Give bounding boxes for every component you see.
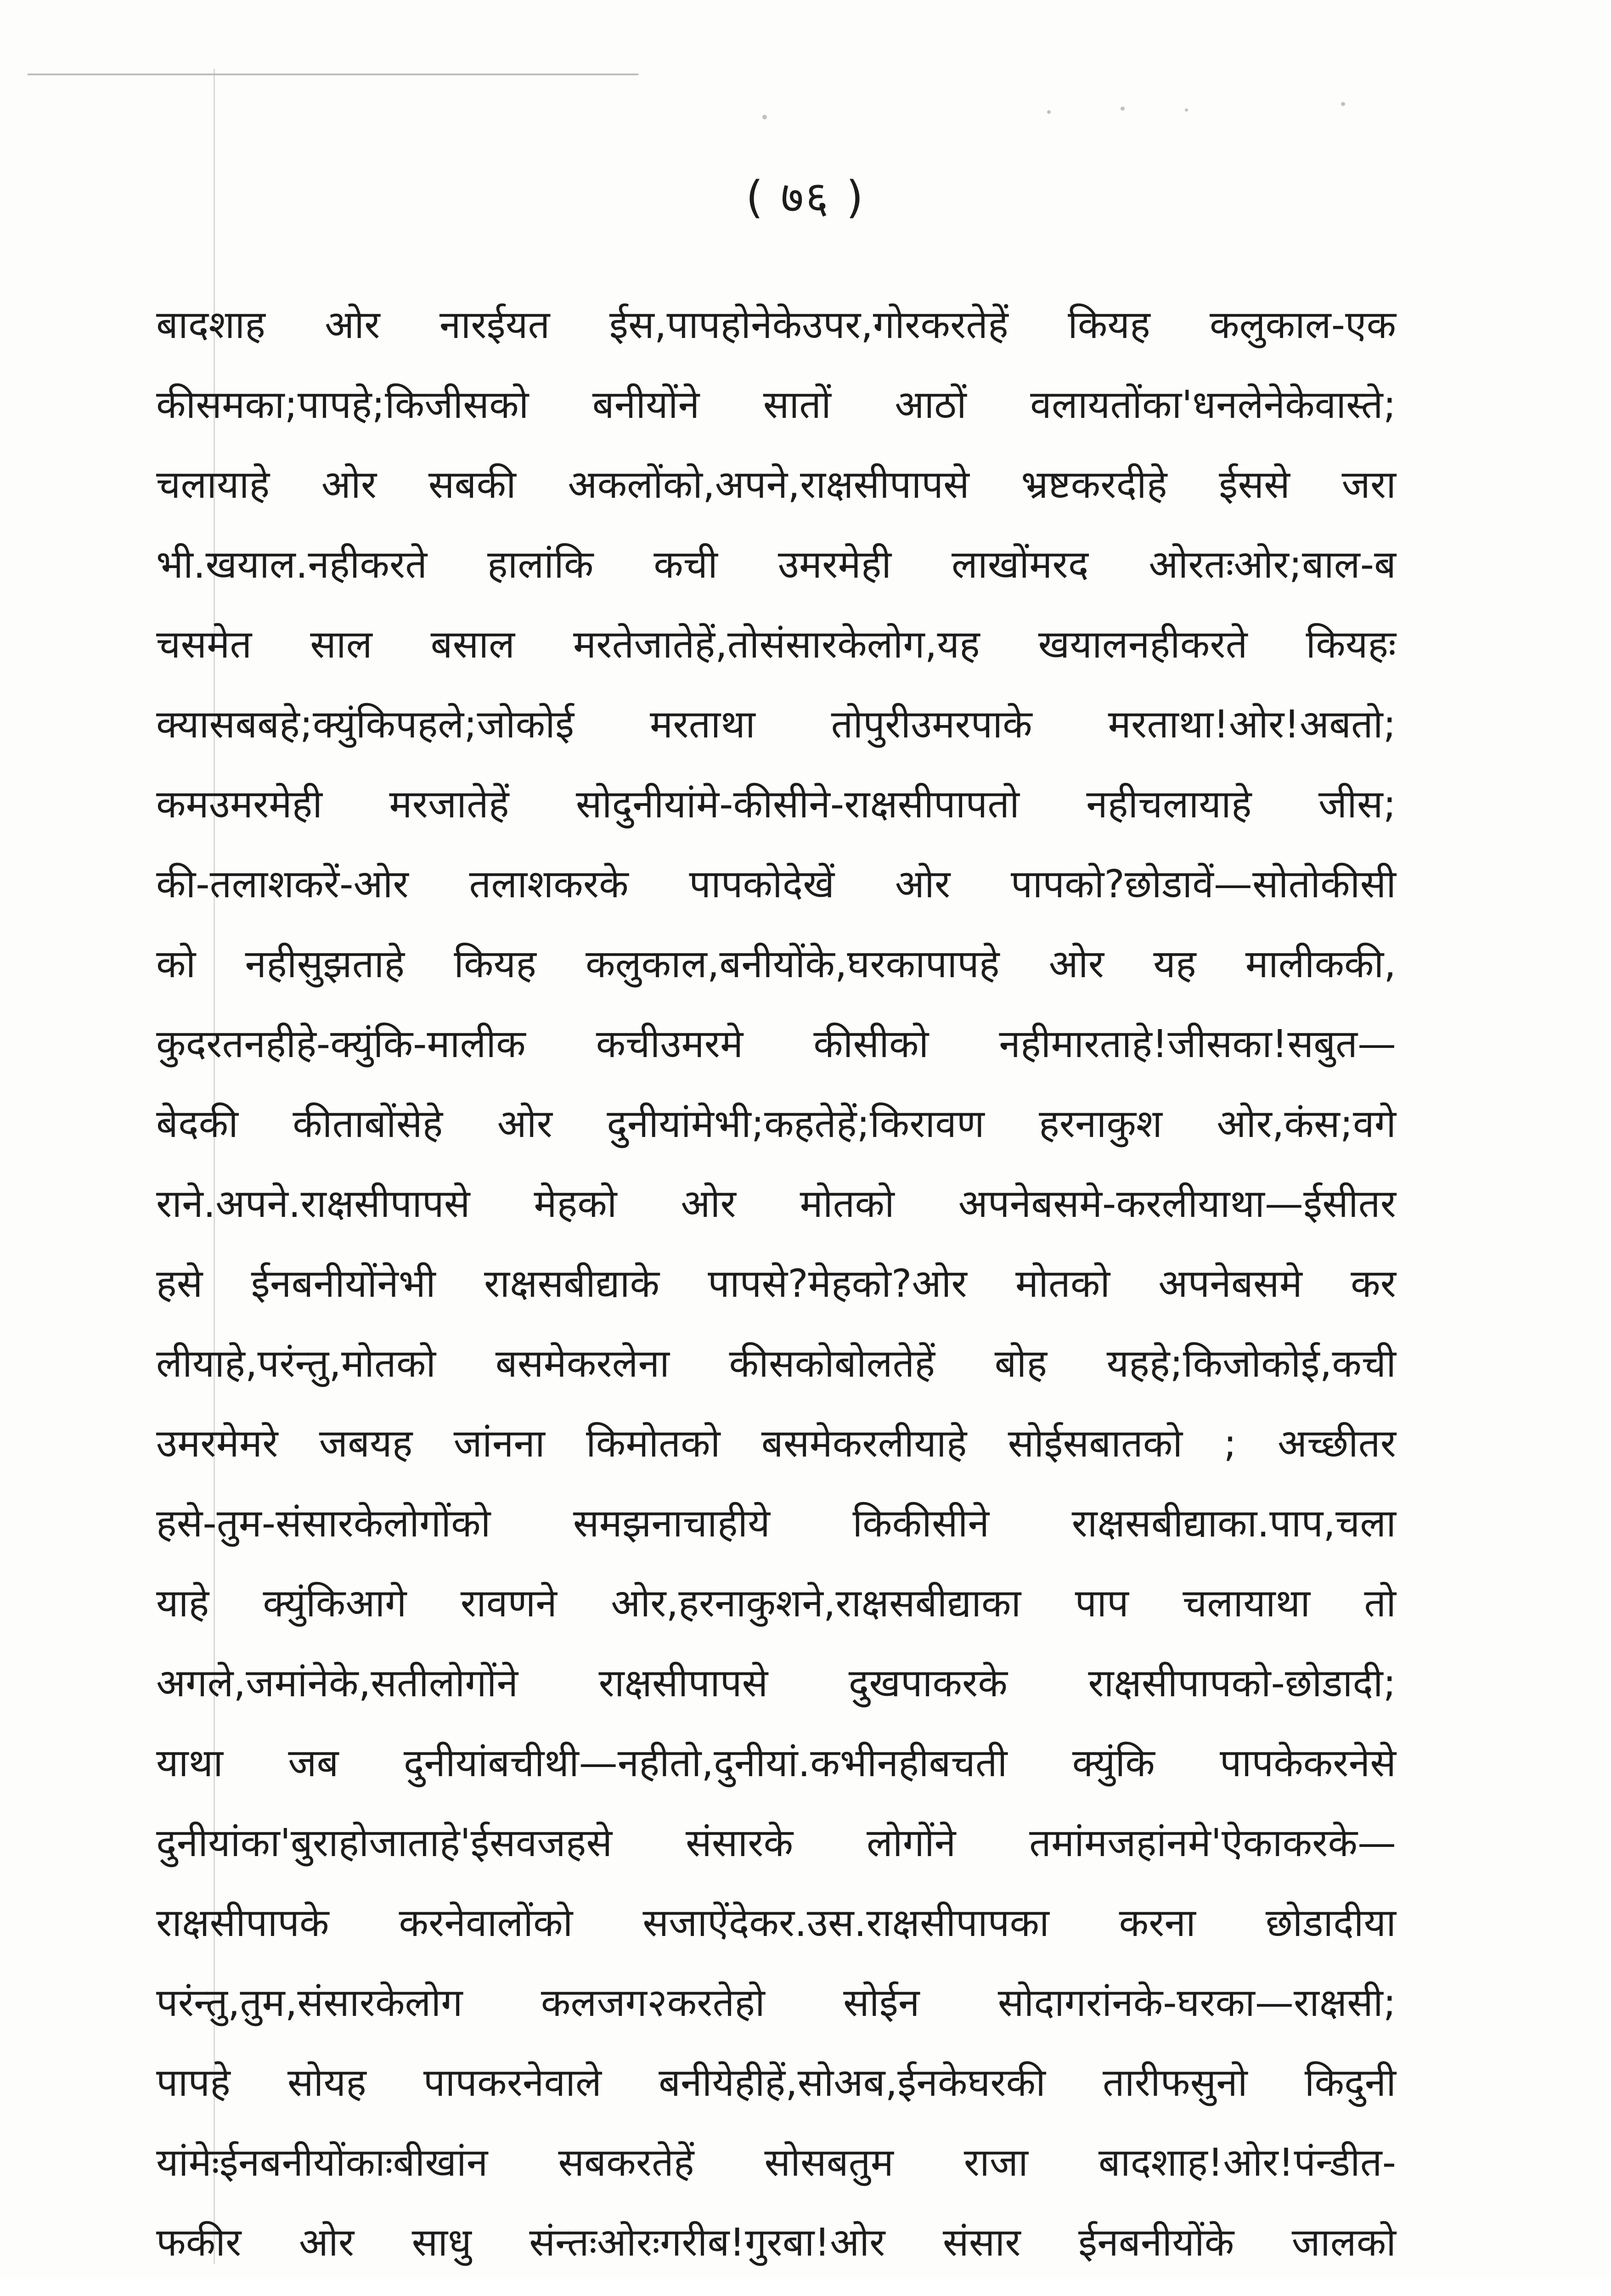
text-line: लीयाहे,परंन्तु,मोतको बसमेकरलेना कीसकोबोलतेहें बोह यहहे;किजोकोई,कची (156, 1341, 1396, 1386)
scan-speck (762, 115, 767, 119)
text-line: पापहे सोयह पापकरनेवाले बनीयेहीहें,सोअब,ईनकेघरकी तारीफसुनो किदुनी (156, 2060, 1396, 2105)
text-line: चसमेत साल बसाल मरतेजातेहें,तोसंसारकेलोग,यह खयालनहीकरते कियहः (156, 622, 1396, 667)
scan-speck (1185, 108, 1188, 112)
text-line: कीसमका;पापहे;किजीसको बनीयोंने सातों आठों वलायतोंका'धनलेनेकेवास्ते; (156, 382, 1396, 427)
text-line: को नहीसुझताहे कियह कलुकाल,बनीयोंके,घरकापापहे ओर यह मालीककी, (156, 941, 1396, 986)
text-line: की-तलाशकरें-ओर तलाशकरके पापकोदेखें ओर पापको?छोडावें—सोतोकीसी (156, 861, 1396, 906)
page-number: ( ७६ ) (746, 172, 865, 223)
text-line: कमउमरमेही मरजातेहें सोदुनीयांमे-कीसीने-राक्षसीपापतो नहीचलायाहे जीस; (156, 782, 1396, 827)
text-line: दुनीयांका'बुराहोजाताहे'ईसवजहसे संसारके लोगोंने तमांमजहांनमे'ऐकाकरके— (156, 1820, 1396, 1865)
text-line: उमरमेमरे जबयह जांनना किमोतको बसमेकरलीयाहे सोईसबातको ; अच्छीतर (156, 1421, 1396, 1466)
text-line: हसे-तुम-संसारकेलोगोंको समझनाचाहीये किकीसीने राक्षसबीद्याका.पाप,चला (156, 1501, 1396, 1546)
text-line: राक्षसीपापके करनेवालोंको सजाऐंदेकर.उस.राक्षसीपापका करना छोडादीया (156, 1900, 1396, 1945)
text-line: भी.खयाल.नहीकरते हालांकि कची उमरमेही लाखोंमरद ओरतःओर;बाल-ब (156, 542, 1396, 587)
body-text (156, 285, 1396, 2296)
scan-speck (1121, 107, 1125, 111)
text-line: यांमेःईनबनीयोंकाःबीखांन सबकरतेहें सोसबतुम राजा बादशाह!ओर!पंन्डीत- (156, 2140, 1396, 2185)
text-line: परंन्तु,तुम,संसारकेलोग कलजग२करतेहो सोईन सोदागरांनके-घरका—राक्षसी; (156, 1980, 1396, 2025)
text-line: क्यासबबहे;क्युंकिपहले;जोकोई मरताथा तोपुरीउमरपाके मरताथा!ओर!अबतो; (156, 702, 1396, 747)
scan-speck (1341, 102, 1345, 106)
scan-speck (1047, 110, 1051, 114)
text-line: बेदकी कीताबोंसेहे ओर दुनीयांमेभी;कहतेहें;किरावण हरनाकुश ओर,कंस;वगे (156, 1101, 1396, 1146)
top-edge-rule (28, 73, 638, 75)
text-line: याथा जब दुनीयांबचीथी—नहीतो,दुनीयां.कभीनहीबचती क्युंकि पापकेकरनेसे (156, 1740, 1396, 1785)
text-line: हसे ईनबनीयोंनेभी राक्षसबीद्याके पापसे?मेहको?ओर मोतको अपनेबसमे कर (156, 1261, 1396, 1306)
text-line: कुदरतनहीहे-क्युंकि-मालीक कचीउमरमे कीसीको नहीमारताहे!जीसका!सबुत— (156, 1021, 1396, 1066)
text-line: फकीर ओर साधु संन्तःओरःगरीब!गुरबा!ओर संसार ईनबनीयोंके जालको (156, 2220, 1396, 2265)
text-line (156, 2282, 1396, 2296)
text-line: याहे क्युंकिआगे रावणने ओर,हरनाकुशने,राक्षसबीद्याका पाप चलायाथा तो (156, 1581, 1396, 1626)
text-line: चलायाहे ओर सबकी अकलोंको,अपने,राक्षसीपापसे भ्रष्टकरदीहे ईससे जरा (156, 462, 1396, 507)
text-line: अगले,जमांनेके,सतीलोगोंने राक्षसीपापसे दुखपाकरके राक्षसीपापको-छोडादी; (156, 1660, 1396, 1705)
text-line: बादशाह ओर नारईयत ईस,पापहोनेकेउपर,गोरकरतेहें कियह कलुकाल-एक (156, 302, 1396, 347)
text-line: राने.अपने.राक्षसीपापसे मेहको ओर मोतको अपनेबसमे-करलीयाथा—ईसीतर (156, 1181, 1396, 1226)
